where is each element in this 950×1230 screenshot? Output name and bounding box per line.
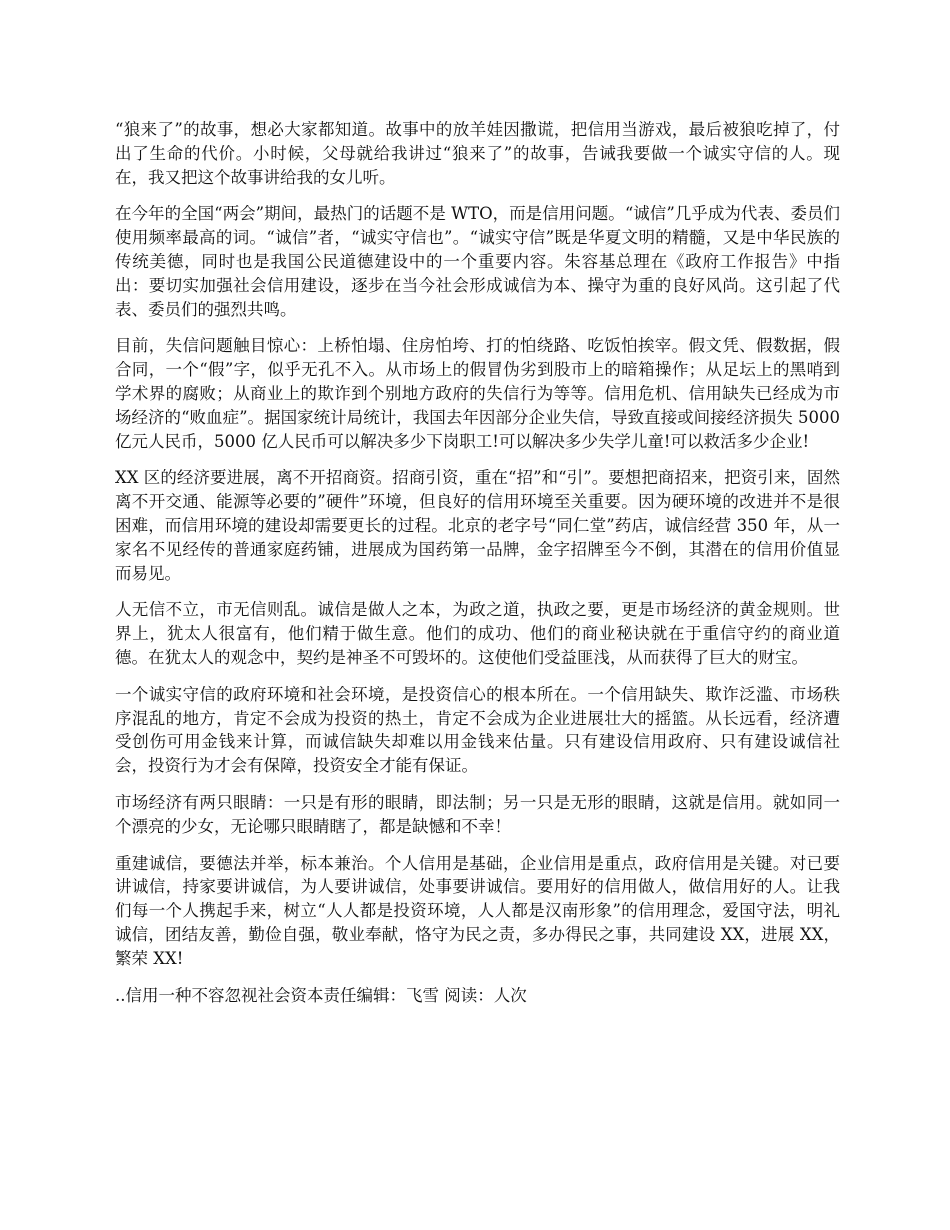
document-page	[115, 118, 840, 1020]
paragraph-investment-confidence: 一个诚实守信的政府环境和社会环境，是投资信心的根本所在。一个信用缺失、欺诈泛滥、市场秩序混乱的地方，肯定不会成为投资的热土，肯定不会成为企业进展壮大的摇篮。从长远看，经济遭受创伤可用金钱来计算，而诚信缺失却难以用金钱来估量。只有建设信用政府、只有建设诚信社会，投资行为才会有保障，投资安全才能有保证。	[115, 684, 840, 776]
paragraph-investment-attraction: XX 区的经济要进展，离不开招商资。招商引资，重在“招”和“引”。要想把商招来，把资引来，固然离不开交通、能源等必要的”硬件”环境，但良好的信用环境至关重要。因为硬环境的改进并不是很困难，而信用环境的建设却需要更长的过程。北京的老字号“同仁堂”药店，诚信经营 350 年，从一家名不见经传的普通家庭药铺，进展成为国药第一品牌，金字招牌至今不倒，其潜在的信用价值显而易见。	[115, 468, 840, 583]
paragraph-wolf-story: “狼来了”的故事，想必大家都知道。故事中的放羊娃因撒谎，把信用当游戏，最后被狼吃掉了，付出了生命的代价。小时候，父母就给我讲过“狼来了”的故事，告诫我要做一个诚实守信的人。现在，我又把这个故事讲给我的女儿听。	[115, 120, 840, 187]
paragraph-footer-meta: ..信用一种不容忽视社会资本责任编辑：飞雪 阅读：人次	[115, 985, 527, 1005]
paragraph-golden-rule: 人无信不立，市无信则乱。诚信是做人之本，为政之道，执政之要，更是市场经济的黄金规则。世界上，犹太人很富有，他们精于做生意。他们的成功、他们的商业秘诀就在于重信守约的商业道德。在犹太人的观念中，契约是神圣不可毁坏的。这使他们受益匪浅，从而获得了巨大的财宝。	[115, 600, 840, 667]
paragraph-credit-crisis: 目前，失信问题触目惊心：上桥怕塌、住房怕垮、打的怕绕路、吃饭怕挨宰。假文凭、假数据，假合同，一个“假”字，似乎无孔不入。从市场上的假冒伪劣到股市上的暗箱操作；从足坛上的黑哨到学术界的腐败；从商业上的欺诈到个别地方政府的失信行为等等。信用危机、信用缺失已经成为市场经济的“败血症”。据国家统计局统计，我国去年因部分企业失信，导致直接或间接经济损失 5000 亿元人民币，5000 亿人民币可以解决多少下岗职工!可以解决多少失学儿童!可以救活多少企业!	[115, 336, 840, 451]
paragraph-two-eyes: 市场经济有两只眼睛：一只是有形的眼睛，即法制；另一只是无形的眼睛，这就是信用。就如同一个漂亮的少女，无论哪只眼睛瞎了，都是缺憾和不幸！	[115, 792, 840, 836]
paragraph-two-sessions: 在今年的全国“两会”期间，最热门的话题不是 WTO，而是信用问题。“诚信”几乎成为代表、委员们使用频率最高的词。“诚信”者，“诚实守信也”。“诚实守信”既是华夏文明的精髓，又是中华民族的传统美德，同时也是我国公民道德建设中的一个重要内容。朱容基总理在《政府工作报告》中指出：要切实加强社会信用建设，逐步在当今社会形成诚信为本、操守为重的良好风尚。这引起了代表、委员们的强烈共鸣。	[115, 204, 840, 319]
paragraph-rebuild-integrity: 重建诚信，要德法并举，标本兼治。个人信用是基础，企业信用是重点，政府信用是关键。对已要讲诚信，持家要讲诚信，为人要讲诚信，处事要讲诚信。要用好的信用做人，做信用好的人。让我们每一个人携起手来，树立“人人都是投资环境，人人都是汉南形象”的信用理念，爱国守法，明礼诚信，团结友善，勤俭自强，敬业奉献，恪守为民之责，多办得民之事，共同建设 XX，进展 XX，繁荣 XX!	[115, 853, 840, 968]
